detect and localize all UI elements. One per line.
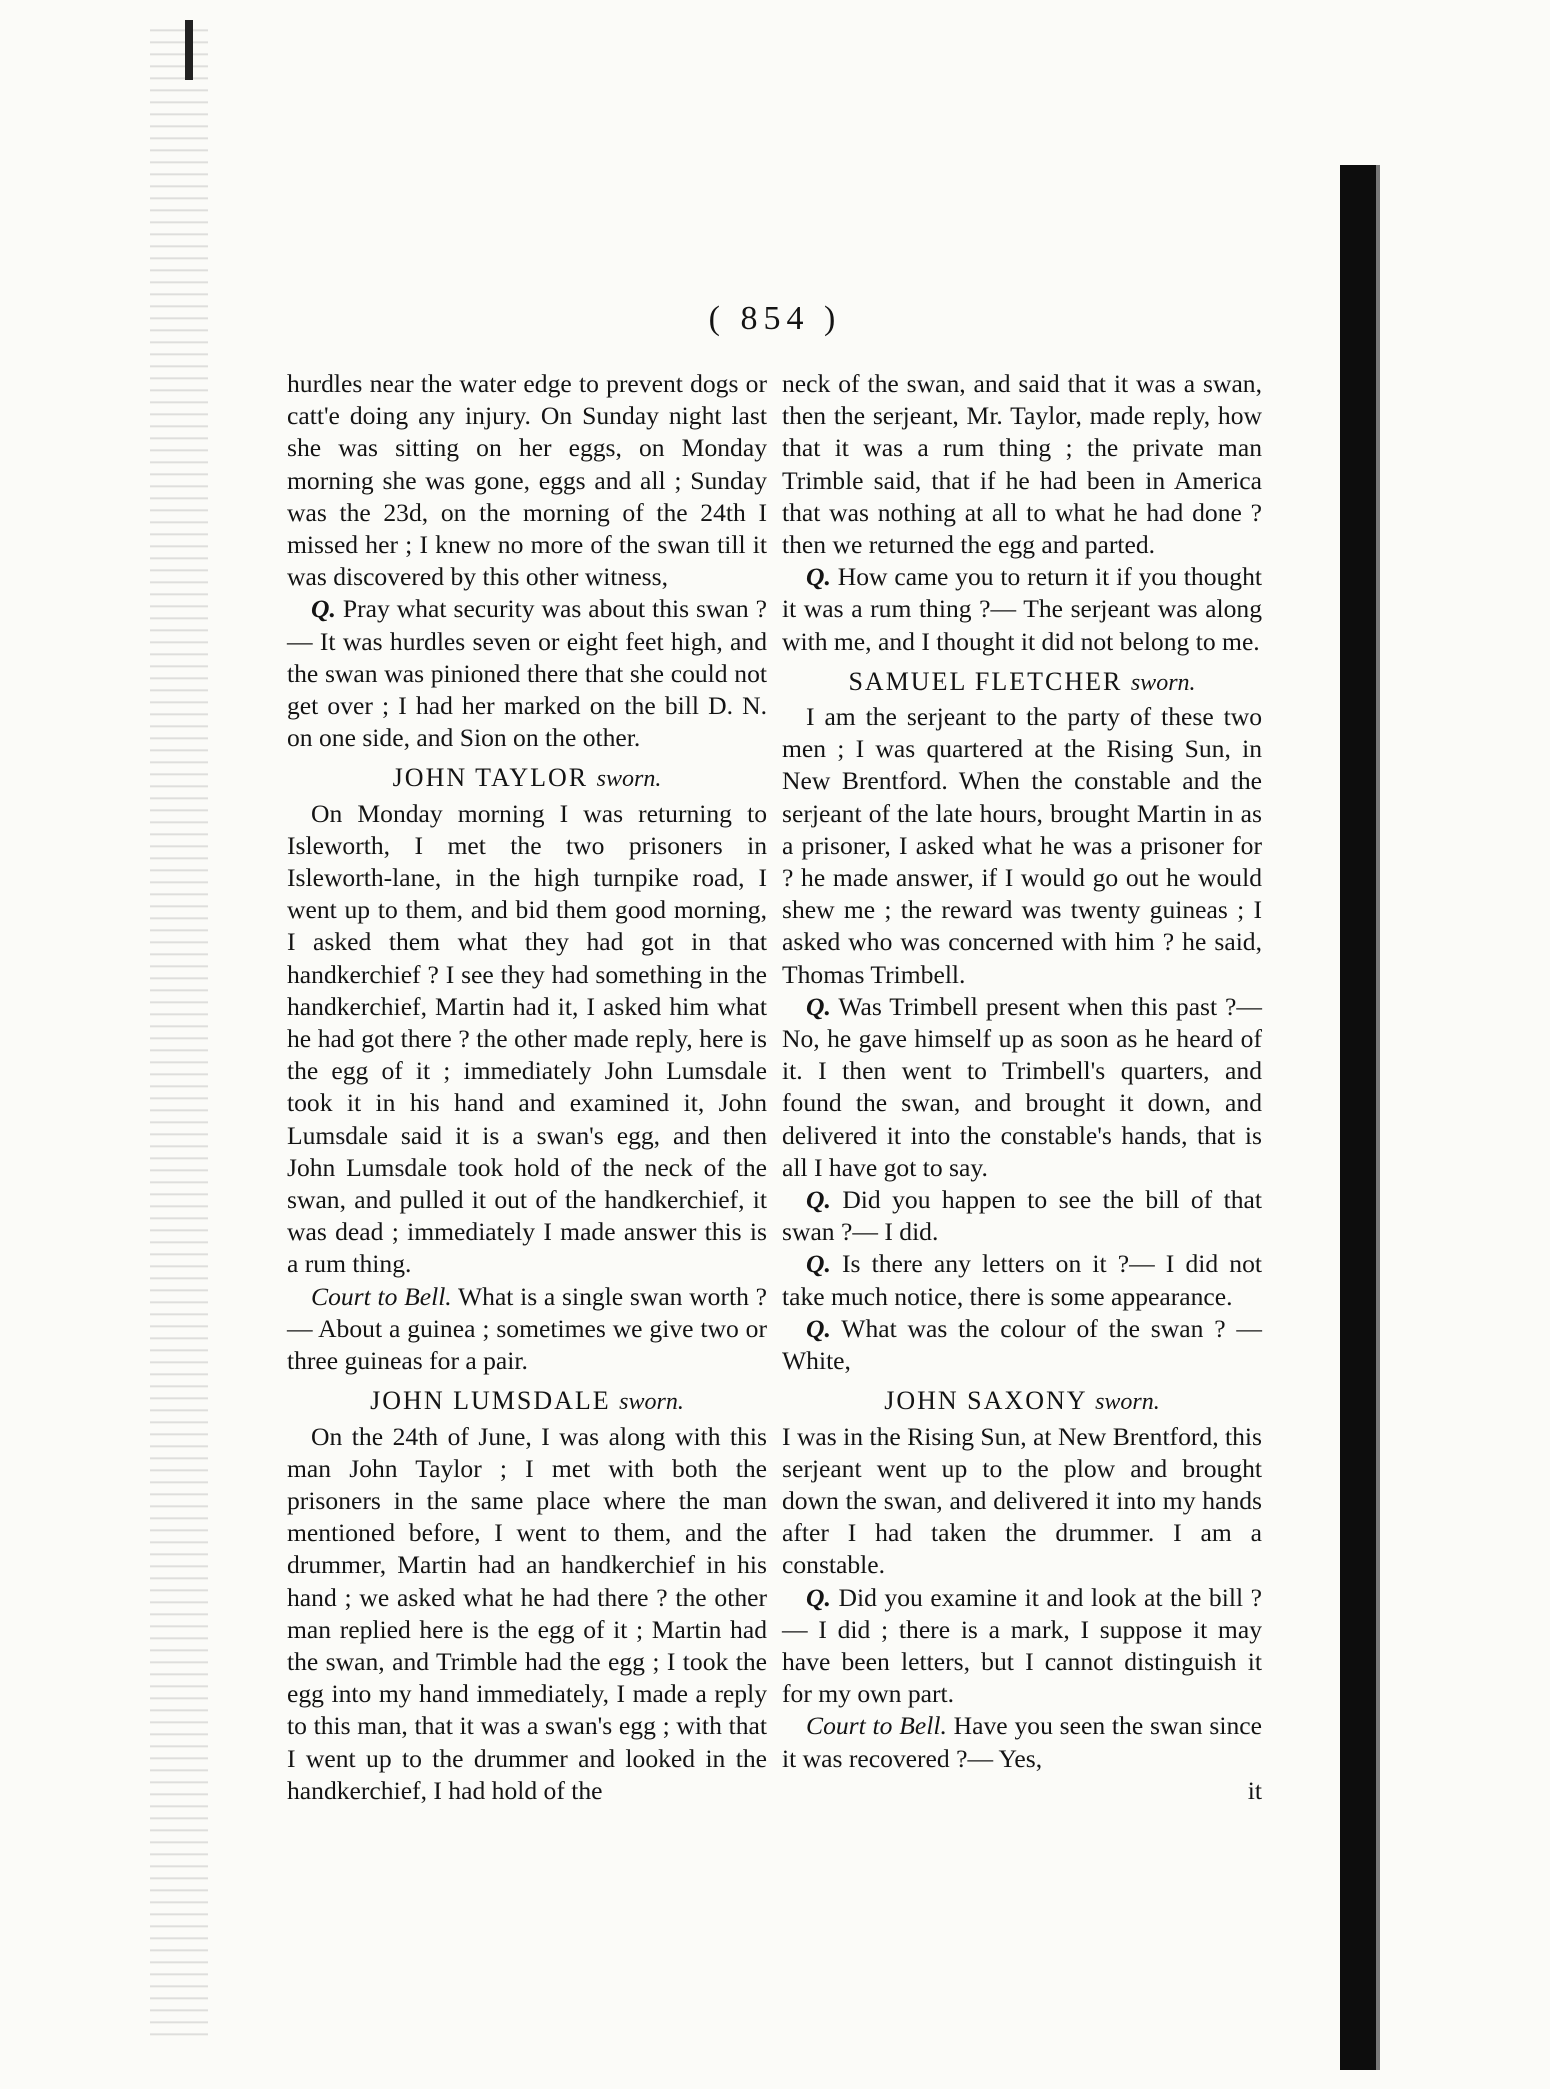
paragraph-text: Was Trimbell present when this past ?— No, he gave himself up as soon as he heard of it. I then went to Trimbell's quarters, and found the swan, and brought it down, and delivered it into the constable's hands, that is all I have got to say. [782,991,1263,1182]
page-number: ( 854 ) [708,300,842,337]
catchword: it [1247,1775,1262,1805]
witness-heading [782,666,1262,699]
question-paragraph [782,1184,1262,1248]
paragraph: I am the serjeant to the party of these two men ; I was quartered at the Rising Sun, in New Brentford. When the constable and the serjeant of the late hours, brought Martin in as a prisoner, I asked what he was a prisoner for ? he made answer, if I would go out he would shew me ; the reward was twenty guineas ; I asked who was concerned with him ? he said, Thomas Trimbell. [782,702,1262,989]
left-column [287,368,767,1807]
paragraph-text: Pray what security was about this swan ?— It was hurdles seven or eight feet high, and the swan was pinioned there that she could not get over ; I had her marked on the bill D. N. on one side, and Sion on the other. [287,594,767,753]
scan-edge-right [1340,165,1376,2070]
witness-name: JOHN LUMSDALE [370,1386,611,1416]
paragraph-text: Did you happen to see the bill of that swan ?— I did. [782,1185,1262,1247]
witness-heading [782,1385,1262,1418]
sworn-label: sworn. [1130,669,1196,696]
question-paragraph [782,561,1262,658]
paragraph-text: What was the colour of the swan ? — White, [782,1313,1263,1376]
paragraph-text: How came you to return it if you thought it was a rum thing ?— The serjeant was along with me, and I thought it did not belong to me. [782,562,1262,656]
question-mark-label: Q. [806,1185,831,1215]
scan-mark-left [185,20,193,80]
question-paragraph [782,1313,1262,1377]
question-mark-label: Q. [806,991,831,1021]
question-mark-label: Q. [806,1582,831,1612]
paragraph: neck of the swan, and said that it was a swan, then the serjeant, Mr. Taylor, made reply, how that it was a rum thing ; the private man Trimble said, that if he had been in America that was nothing at all to what he had done ? then we returned the egg and parted. [782,369,1262,560]
court-label: Court to Bell. [806,1711,947,1741]
paragraph: On Monday morning I was returning to Isleworth, I met the two prisoners in Isleworth-lane, in the high turnpike road, I went up to them, and bid them good morning, I asked them what they had got in that handkerchief ? I see they had something in the handkerchief, Martin had it, I asked him what he had got there ? the other made reply, here is the egg of it ; immediately John Lumsdale took it in his hand and examined it, John Lumsdale said it is a swan's egg, and then John Lumsdale took hold of the neck of the swan, and pulled it out of the handkerchief, it was dead ; immediately I made answer this is a rum thing. [287,798,767,1279]
question-mark-label: Q. [806,1313,831,1343]
question-paragraph [782,1248,1262,1312]
paragraph: On the 24th of June, I was along with this man John Taylor ; I met with both the prisoners in the same place where the man mentioned before, I went to them, and the drummer, Martin had an handkerchief in his hand ; we asked what he had there ? the other man replied here is the egg of it ; Martin had the swan, and Trimble had the egg ; I took the egg into my hand immediately, I made a reply to this man, that it was a swan's egg ; with that I went up to the drummer and looked in the handkerchief, I had hold of the [287,1421,767,1805]
witness-heading [287,1385,767,1418]
court-label: Court to Bell. [311,1281,452,1311]
question-mark-label: Q. [806,562,831,592]
question-paragraph [782,991,1262,1184]
scan-edge-right-shadow [1376,165,1380,2070]
court-paragraph [782,1710,1262,1774]
witness-name: JOHN SAXONY [884,1386,1087,1416]
sworn-label: sworn. [596,766,662,793]
question-mark-label: Q. [311,594,336,624]
sworn-label: sworn. [619,1389,684,1416]
witness-name: JOHN TAYLOR [392,763,589,793]
paragraph-text: Have you seen the swan since it was recovered ?— Yes, [782,1711,1262,1773]
question-mark-label: Q. [806,1249,831,1279]
witness-heading [287,762,767,795]
paragraph: hurdles near the water edge to prevent dogs or catt'e doing any injury. On Sunday night last she was sitting on her eggs, on Monday morning she was gone, eggs and all ; Sunday was the 23d, on the morning of the 24th I missed her ; I knew no more of the swan till it was discovered by this other witness, [287,369,767,592]
sworn-label: sworn. [1095,1389,1160,1416]
paragraph: I was in the Rising Sun, at New Brentford, this serjeant went up to the plow and brought down the swan, and delivered it into my hands after I had taken the drummer. I am a constable. [782,1421,1262,1580]
witness-name: SAMUEL FLETCHER [848,666,1123,696]
paragraph-text: What is a single swan worth ?— About a guinea ; sometimes we give two or three guineas for a pair. [287,1281,767,1376]
right-column [782,368,1262,1807]
paragraph-text: Did you examine it and look at the bill ?— I did ; there is a mark, I suppose it may have been letters, but I cannot distinguish it for my own part. [782,1582,1262,1709]
court-paragraph [287,1281,767,1378]
question-paragraph [287,593,767,754]
question-paragraph [782,1582,1262,1711]
paragraph-text: Is there any letters on it ?— I did not take much notice, there is some appearance. [782,1249,1262,1311]
